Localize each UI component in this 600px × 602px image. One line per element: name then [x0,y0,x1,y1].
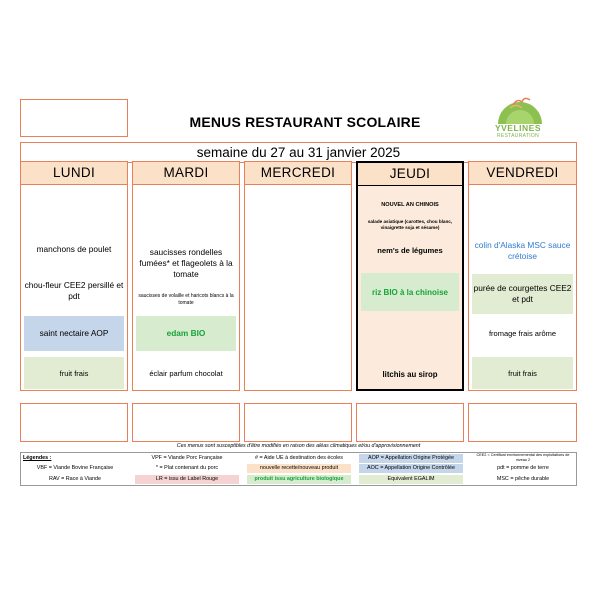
menu-item-dessert: éclair parfum chocolat [149,368,223,378]
logo-placeholder-box [20,99,128,137]
bottom-cell-vendredi [468,403,577,442]
day-column-mardi [132,161,240,391]
theme-label: NOUVEL AN CHINOIS [381,201,439,208]
day-column-vendredi [468,161,577,391]
legend-pdt: pdt = pomme de terre [497,464,549,471]
page-title: MENUS RESTAURANT SCOLAIRE [189,114,421,130]
day-column-lundi [20,161,128,391]
disclaimer-note: Ces menus sont susceptibles d'être modifiés en raison des aléas climatiques et/ou d'approvisionnement [176,443,421,449]
legend-lr: LR = issu de Label Rouge [135,475,239,484]
menu-item-side: riz BIO à la chinoise [361,273,459,311]
yvelines-logo [484,94,552,140]
bottom-cell-lundi [20,403,128,442]
menu-item-dessert: fruit frais [24,357,124,389]
legend-cee2: CEE2 = Certificat environnemental des exploitations de niveau 2 [476,453,570,462]
menu-item-dessert: litchis au sirop [382,369,438,379]
day-header-mardi: MARDI [133,162,239,185]
legend-rav: RAV = Race à Viande [48,475,102,482]
legend-egalim: Equivalent EGALIM [359,475,463,484]
day-column-jeudi [356,161,464,391]
day-header-lundi: LUNDI [21,162,127,185]
legend-box [20,452,577,486]
logo-line2: RESTAURATION [496,133,540,139]
menu-item-side: chou-fleur CEE2 persillé et pdt [24,280,124,301]
logo-line1: YVELINES [494,123,542,133]
bottom-cell-mercredi [244,403,352,442]
menu-item-dessert: fruit frais [472,357,573,389]
day-header-vendredi: VENDREDI [469,162,576,185]
day-header-mercredi: MERCREDI [245,162,351,185]
menu-item-main: manchons de poulet [36,243,112,254]
bottom-cell-jeudi [356,403,464,442]
day-header-jeudi: JEUDI [358,163,462,186]
menu-item-main: colin d'Alaska MSC sauce crétoise [474,240,571,261]
legend-aop: AOP = Appellation Origine Protégée [359,454,463,463]
sun-logo-icon [488,94,552,124]
legend-vpf: VPF = Viande Porc Française [151,454,223,461]
bottom-cell-mardi [132,403,240,442]
menu-item-main: nem's de légumes [377,245,443,255]
legend-porc: * = Plat contenant du porc [155,464,219,471]
legend-bio: produit issu agriculture biologique [247,475,351,484]
menu-item-alternative: saucisses de volaille et haricots blancs à la tomate [138,293,234,306]
legend-msc: MSC = pêche durable [496,475,550,482]
menu-item-cheese: saint nectaire AOP [24,316,124,351]
menu-item-main: saucisses rondelles fumées* et flageolets à la tomate [139,246,233,279]
legend-vbf: VBF = Viande Bovine Française [36,464,114,471]
menu-item-side: purée de courgettes CEE2 et pdt [472,274,573,314]
menu-item-cheese: edam BIO [136,316,236,351]
day-column-mercredi [244,161,352,391]
legend-ue: # = Aide UE à destination des écoles [255,454,343,461]
week-banner: semaine du 27 au 31 janvier 2025 [20,142,577,163]
legend-aoc: AOC = Appellation Origine Contrôlée [359,464,463,473]
menu-item-cheese: fromage frais arôme [488,329,557,338]
legend-title: Légendes : [23,454,52,461]
menu-item-starter: salade asiatique (carottes, chou blanc, vinaigrette soja et sésame) [367,218,453,230]
legend-nouveau: nouvelle recette/nouveau produit [247,464,351,473]
